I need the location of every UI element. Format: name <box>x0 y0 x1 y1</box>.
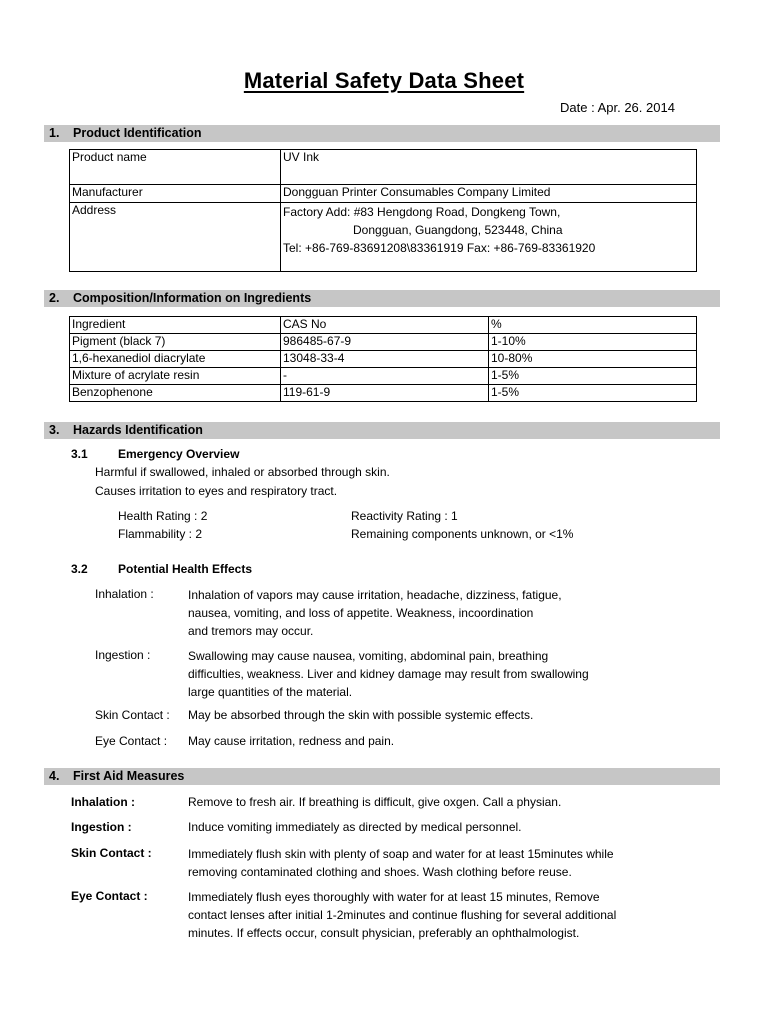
table-cell: Benzophenone <box>70 385 281 402</box>
flammability-rating: Flammability : 2 <box>118 527 203 541</box>
column-header: CAS No <box>281 317 489 334</box>
section-header-product-identification <box>44 125 720 142</box>
effect-line: May cause irritation, redness and pain. <box>188 734 395 748</box>
subsection-number: 3.2 <box>71 562 88 576</box>
first-aid-label: Eye Contact : <box>71 889 148 903</box>
overview-text: Causes irritation to eyes and respiratory tract. <box>95 484 338 498</box>
table-cell: 1-5% <box>489 368 697 385</box>
effect-text <box>188 647 589 701</box>
table-cell: 119-61-9 <box>281 385 489 402</box>
section-header-hazards <box>44 422 720 439</box>
subsection-number: 3.1 <box>71 447 88 461</box>
address-label: Address <box>70 203 281 272</box>
address-line: Tel: +86-769-83691208\83361919 Fax: +86-769-83361920 <box>283 241 596 255</box>
effect-line: Swallowing may cause nausea, vomiting, abdominal pain, breathing <box>188 649 549 663</box>
table-row <box>70 385 697 402</box>
subsection-title: Emergency Overview <box>118 447 240 461</box>
table-cell: 10-80% <box>489 351 697 368</box>
first-aid-line: removing contaminated clothing and shoes. Wash clothing before reuse. <box>188 865 572 879</box>
ingredients-table <box>69 316 697 402</box>
table-cell: Pigment (black 7) <box>70 334 281 351</box>
table-cell: 986485-67-9 <box>281 334 489 351</box>
section-number: 4. <box>49 769 60 783</box>
table-row <box>70 351 697 368</box>
effect-line: Inhalation of vapors may cause irritation, headache, dizziness, fatigue, <box>188 588 562 602</box>
document-title: Material Safety Data Sheet <box>243 68 525 93</box>
table-cell: 1-5% <box>489 385 697 402</box>
section-title: First Aid Measures <box>73 769 185 783</box>
first-aid-line: Induce vomiting immediately as directed by medical personnel. <box>188 820 522 834</box>
first-aid-text <box>188 845 614 881</box>
first-aid-line: Remove to fresh air. If breathing is difficult, give oxgen. Call a physian. <box>188 795 562 809</box>
effect-line: and tremors may occur. <box>188 624 314 638</box>
column-header: % <box>489 317 697 334</box>
address-line: Dongguan, Guangdong, 523448, China <box>353 223 563 237</box>
effect-text <box>188 586 562 640</box>
section-title: Product Identification <box>73 126 202 140</box>
effect-line: difficulties, weakness. Liver and kidney damage may result from swallowing <box>188 667 589 681</box>
section-header-composition <box>44 290 720 307</box>
effect-label: Inhalation : <box>95 587 154 601</box>
first-aid-line: contact lenses after initial 1-2minutes and continue flushing for several additional <box>188 908 617 922</box>
product-name-value: UV Ink <box>281 150 697 185</box>
table-cell: - <box>281 368 489 385</box>
first-aid-line: Immediately flush eyes thoroughly with water for at least 15 minutes, Remove <box>188 890 600 904</box>
overview-text: Harmful if swallowed, inhaled or absorbed through skin. <box>95 465 390 479</box>
table-cell: 13048-33-4 <box>281 351 489 368</box>
table-cell: 1-10% <box>489 334 697 351</box>
first-aid-text <box>188 888 616 942</box>
section-number: 1. <box>49 126 60 140</box>
effect-label: Eye Contact : <box>95 734 168 748</box>
subsection-title: Potential Health Effects <box>118 562 253 576</box>
manufacturer-value: Dongguan Printer Consumables Company Limited <box>281 185 697 203</box>
table-cell: Mixture of acrylate resin <box>70 368 281 385</box>
first-aid-label: Ingestion : <box>71 820 132 834</box>
section-number: 3. <box>49 423 60 437</box>
first-aid-line: Immediately flush skin with plenty of soap and water for at least 15minutes while <box>188 847 614 861</box>
first-aid-label: Skin Contact : <box>71 846 152 860</box>
section-number: 2. <box>49 291 60 305</box>
effect-line: large quantities of the material. <box>188 685 353 699</box>
section-header-first-aid <box>44 768 720 785</box>
section-title: Composition/Information on Ingredients <box>73 291 312 305</box>
health-rating: Health Rating : 2 <box>118 509 208 523</box>
effect-label: Skin Contact : <box>95 708 170 722</box>
document-date: Date : Apr. 26. 2014 <box>560 100 675 115</box>
address-value <box>281 203 697 272</box>
effect-label: Ingestion : <box>95 648 151 662</box>
reactivity-rating: Reactivity Rating : 1 <box>351 509 458 523</box>
effect-line: May be absorbed through the skin with possible systemic effects. <box>188 708 534 722</box>
section-title: Hazards Identification <box>73 423 203 437</box>
column-header: Ingredient <box>70 317 281 334</box>
table-row <box>70 334 697 351</box>
table-cell: 1,6-hexanediol diacrylate <box>70 351 281 368</box>
product-identification-table <box>69 149 697 272</box>
table-header-row <box>70 317 697 334</box>
manufacturer-label: Manufacturer <box>70 185 281 203</box>
table-row <box>70 368 697 385</box>
first-aid-label: Inhalation : <box>71 795 135 809</box>
first-aid-line: minutes. If effects occur, consult physician, preferably an ophthalmologist. <box>188 926 580 940</box>
remaining-components: Remaining components unknown, or <1% <box>351 527 574 541</box>
address-line: Factory Add: #83 Hengdong Road, Dongkeng Town, <box>283 205 561 219</box>
product-name-label: Product name <box>70 150 281 185</box>
effect-line: nausea, vomiting, and loss of appetite. Weakness, incoordination <box>188 606 534 620</box>
